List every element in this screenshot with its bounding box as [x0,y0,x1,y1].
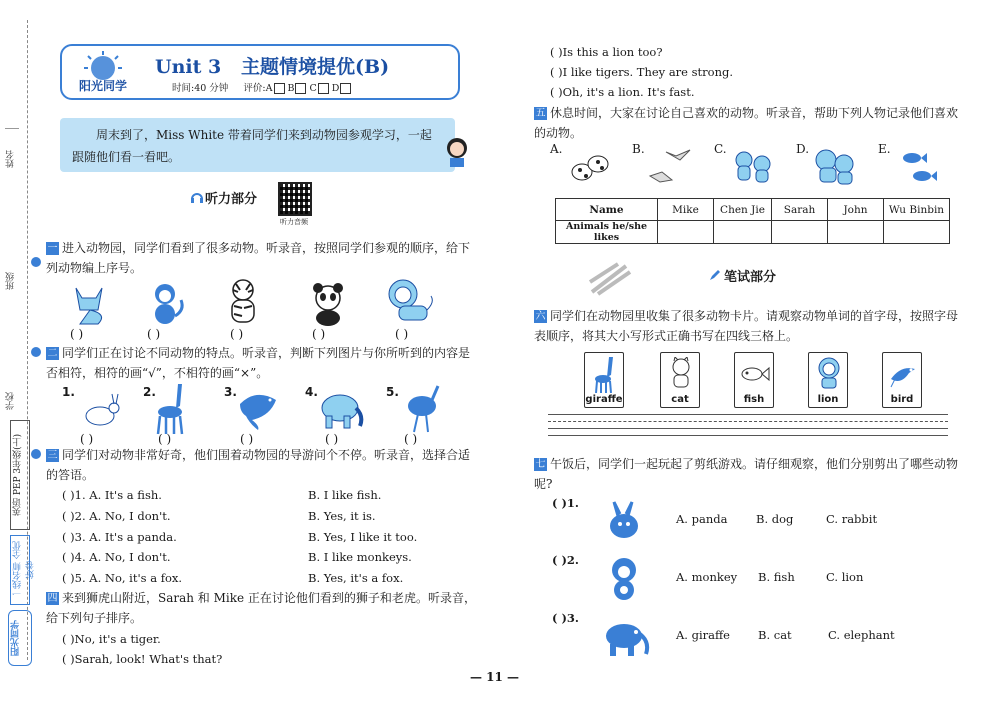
q1-answer-2[interactable]: ( ) [147,327,161,341]
grade-label: 评价: [243,83,266,94]
q3-answer-3[interactable]: ( ) [62,530,75,544]
giraffe-icon [152,380,192,436]
q5-option-c: C. [714,142,727,156]
dogs-icon [568,146,612,186]
q4-row-1[interactable]: ( )No, it's a tiger. [62,632,161,646]
bird-icon [887,359,919,389]
card-fish [734,352,774,408]
table-cell[interactable] [714,221,772,244]
monkey-papercut-icon [604,556,644,600]
card-label: cat [671,394,689,405]
q3-row-1-a: 1. A. It's a fish. [74,488,162,502]
q7-answer-2[interactable]: ( )2. [552,553,579,567]
q2-prompt [46,343,476,383]
q7-row-3-b: B. cat [758,628,792,642]
table-header-wu-binbin: Wu Binbin [884,199,950,221]
binding-dot [31,257,41,267]
q3-row-2-b: B. Yes, it is. [308,509,376,523]
q7-answer-3[interactable]: ( )3. [552,611,579,625]
grade-d: D [331,83,340,94]
q7-row-1-b: B. dog [756,512,794,526]
rabbit-papercut-icon [606,500,642,540]
q4-row-2[interactable]: ( )Sarah, look! What's that? [62,652,223,666]
q5-number: 五 [535,108,546,119]
q6-text: 同学们在动物园里收集了很多动物卡片。请观察动物单词的首字母，按照字母表顺序，将其大小写形式正确书写在四线三格上。 [534,309,959,343]
q7-row-1-c: C. rabbit [826,512,878,526]
q5-table [555,198,950,244]
binding-dot [31,449,41,459]
q3-row-4-a: 4. A. No, I don't. [74,550,171,564]
q6-prompt [534,306,959,346]
grade-box[interactable] [295,83,306,94]
q2-answer-2[interactable]: ( ) [158,432,172,446]
card-label: fish [743,394,765,405]
table-cell[interactable] [884,221,950,244]
meta-row [172,80,354,94]
card-lion [808,352,848,408]
writing-line[interactable] [548,428,948,429]
strip-logo: 阳光同学 [8,610,32,666]
card-cat [660,352,700,408]
q3-answer-1[interactable]: ( ) [62,488,75,502]
q4-number: 四 [47,593,58,604]
q2-item-5: 5. [386,385,399,399]
card-label: bird [890,394,914,405]
q6-number: 六 [535,311,546,322]
q3-row-5-a: 5. A. No, it's a fox. [74,571,183,585]
q2-text: 同学们正在讨论不同动物的特点。听录音，判断下列图片与你所听到的内容是否相符，相符的画“√”，不相符的画“×”。 [46,346,471,380]
q7-row-1-a: A. panda [676,512,728,526]
q1-prompt [46,238,476,278]
q2-item-4: 4. [305,385,318,399]
qr-code[interactable] [278,182,312,216]
q1-answer-1[interactable]: ( ) [70,327,84,341]
giraffe-icon [591,355,619,393]
q4-row-5[interactable]: ( )Oh, it's a lion. It's fast. [550,85,695,99]
brush-stroke-icon [588,262,632,298]
sun-logo [70,50,136,94]
q7-answer-1[interactable]: ( )1. [552,496,579,510]
card-label: giraffe [585,394,623,405]
q7-row-2-c: C. lion [826,570,864,584]
q3-row-1 [62,488,162,502]
card-label: lion [817,394,839,405]
table-header-name: Name [556,199,658,221]
name-label: 姓名 [6,150,16,168]
writing-line[interactable] [548,414,948,415]
q3-number: 三 [47,450,58,461]
page-title: Unit 3 主题情境提优(B) [155,56,390,78]
girl-icon [440,134,474,168]
writing-line[interactable] [548,421,948,422]
q3-answer-2[interactable]: ( ) [62,509,75,523]
q3-row-3 [62,530,177,544]
binding-dot [31,347,41,357]
grade-box[interactable] [318,83,329,94]
fox-icon [68,280,110,326]
q7-row-3-a: A. giraffe [676,628,730,642]
q3-prompt [46,445,476,485]
q3-row-1-b: B. I like fish. [308,488,382,502]
q7-row-2-b: B. fish [758,570,795,584]
dolphin-icon [236,386,282,432]
time-label: 时间:40 分钟 [172,83,229,94]
q4-row-4[interactable]: ( )I like tigers. They are strong. [550,65,734,79]
book-label: 英语 PEP 3年级(上) [10,420,30,530]
q4-row-3[interactable]: ( )Is this a lion too? [550,45,663,59]
rabbit-icon [76,392,122,428]
lion-icon [385,278,435,326]
q1-text: 进入动物园，同学们看到了很多动物。听录音，按照同学们参观的顺序，给下列动物编上序号。 [46,241,471,275]
q2-answer-1[interactable]: ( ) [80,432,94,446]
q7-row-3-c: C. elephant [828,628,895,642]
elephant-papercut-icon [600,618,652,658]
tiger-icon [222,276,264,326]
q3-text: 同学们对动物非常好奇，他们围着动物园的导游问个不停。听录音，选择合适的答语。 [46,448,471,482]
q2-item-1: 1. [62,385,75,399]
q5-option-d: D. [796,142,810,156]
q5-table-header [556,199,950,221]
q3-answer-5[interactable]: ( ) [62,571,75,585]
page-number: — 11 — [470,670,520,684]
q2-item-2: 2. [143,385,156,399]
q7-row-2-a: A. monkey [676,570,738,584]
q4-text: 来到狮虎山附近，Sarah 和 Mike 正在讨论他们看到的狮子和老虎。听录音，给下列句子排序。 [46,591,476,625]
q3-row-3-b: B. Yes, I like it too. [308,530,418,544]
q3-answer-4[interactable]: ( ) [62,550,75,564]
qr-caption: 听力音频 [280,218,308,226]
q2-answer-3[interactable]: ( ) [240,432,254,446]
series-label: 一线名师 全优好卷 [10,535,30,605]
q1-answer-3[interactable]: ( ) [230,327,244,341]
q2-answer-5[interactable]: ( ) [404,432,418,446]
table-cell[interactable] [828,221,884,244]
grade-c: C [309,83,317,94]
cats-icon [730,146,776,186]
table-row-label: Animals he/she likes [556,221,658,244]
q5-option-b: B. [632,142,645,156]
q7-number: 七 [535,459,546,470]
lions-icon [812,146,858,188]
q3-row-5 [62,571,182,585]
q1-answer-4[interactable]: ( ) [312,327,326,341]
cat-icon [667,357,695,389]
q3-row-4-b: B. I like monkeys. [308,550,412,564]
q3-row-5-b: B. Yes, it's a fox. [308,571,404,585]
writing-heading: 笔试部分 [724,270,777,285]
q3-row-4 [62,550,171,564]
q1-number: 一 [47,243,58,254]
birds-icon [646,146,692,186]
school-label: 学校 [6,392,16,410]
fish-group-icon [896,148,942,186]
lion-icon [814,356,844,390]
q7-text: 午饭后，同学们一起玩起了剪纸游戏。请仔细观察，他们分别剪出了哪些动物呢? [534,457,959,491]
fish-icon [739,363,771,385]
q5-table-row [556,221,950,244]
writing-line[interactable] [548,435,948,436]
grade-a: A [265,83,273,94]
grade-box[interactable] [274,83,285,94]
grade-b: B [287,83,295,94]
monkey-icon [145,280,187,326]
q5-prompt [534,103,959,143]
logo-text: 阳光同学 [78,79,128,93]
table-header-john: John [828,199,884,221]
headphone-icon [190,190,204,204]
listening-heading: 听力部分 [205,192,258,207]
ostrich-icon [398,384,444,434]
panda-icon [308,282,348,326]
q3-row-3-a: 3. A. It's a panda. [74,530,177,544]
q5-option-a: A. [550,142,563,156]
card-giraffe [584,352,624,408]
table-header-chen-jie: Chen Jie [714,199,772,221]
name-underline [5,128,19,129]
q2-answer-4[interactable]: ( ) [325,432,339,446]
table-header-sarah: Sarah [772,199,828,221]
class-label: 班级 [6,272,16,290]
q3-row-2 [62,509,171,523]
q3-row-2-a: 2. A. No, I don't. [74,509,171,523]
intro-text: 周末到了，Miss White 带着同学们来到动物园参观学习，一起跟随他们看一看吧。 [60,118,455,172]
q2-number: 二 [47,348,58,359]
q4-prompt [46,588,476,628]
table-header-mike: Mike [658,199,714,221]
pencil-icon [708,268,722,282]
q7-prompt [534,454,959,494]
card-bird [882,352,922,408]
elephant-icon [316,388,366,432]
q5-option-e: E. [878,142,891,156]
grade-box[interactable] [340,83,351,94]
q2-item-3: 3. [224,385,237,399]
table-cell[interactable] [772,221,828,244]
q5-text: 休息时间，大家在讨论自己喜欢的动物。听录音，帮助下列人物记录他们喜欢的动物。 [534,106,959,140]
table-cell[interactable] [658,221,714,244]
q1-answer-5[interactable]: ( ) [395,327,409,341]
